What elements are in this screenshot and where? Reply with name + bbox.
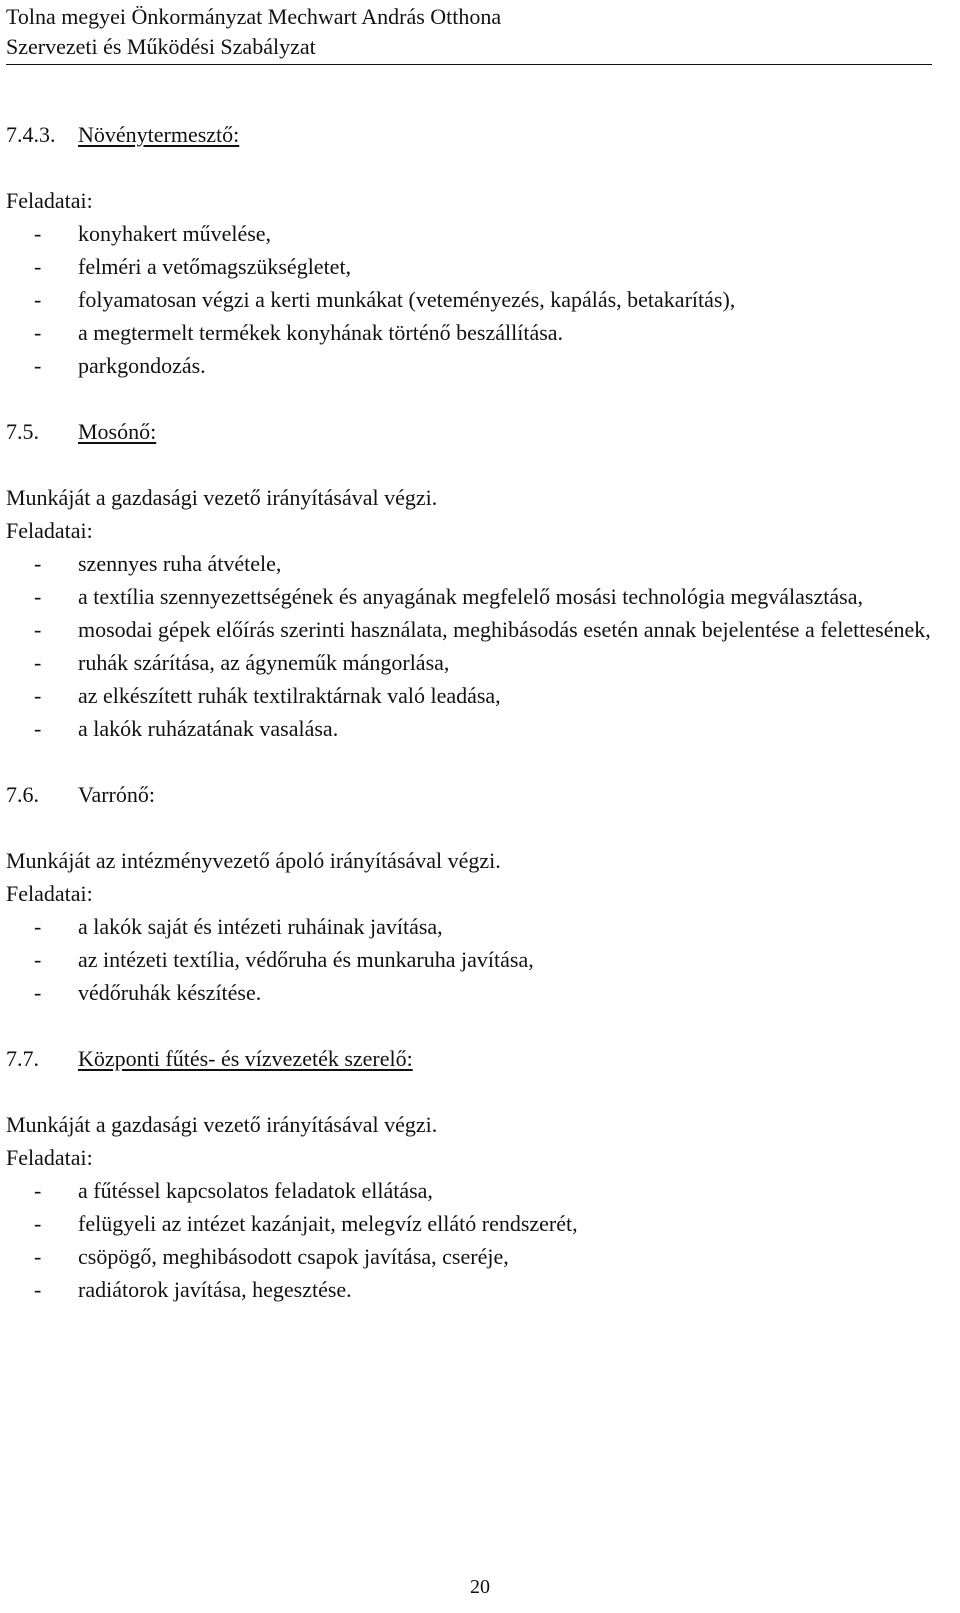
list-item: - szennyes ruha átvétele, (6, 547, 932, 580)
list-item: - a textília szennyezettségének és anyagának megfelelő mosási technológia megválasztása, (6, 580, 932, 613)
section-title: Mosónő: (78, 419, 157, 444)
list-dash: - (34, 1211, 42, 1236)
section-title: Növénytermesztő: (78, 122, 240, 147)
list-item: - a fűtéssel kapcsolatos feladatok ellátása, (6, 1174, 932, 1207)
list-dash: - (34, 254, 42, 279)
list-dash: - (34, 221, 42, 246)
section-heading-7-5 (6, 415, 932, 448)
institution-name: Tolna megyei Önkormányzat Mechwart András Otthona (6, 4, 502, 29)
list-item: - a lakók ruházatának vasalása. (6, 712, 932, 745)
list-item: - az elkészített ruhák textilraktárnak való leadása, (6, 679, 932, 712)
duties-list (6, 547, 932, 745)
section-intro: Munkáját az intézményvezető ápoló irányításával végzi. (6, 848, 501, 873)
list-dash: - (34, 947, 42, 972)
list-dash: - (34, 551, 42, 576)
list-dash: - (34, 1244, 42, 1269)
list-dash: - (34, 716, 42, 741)
list-dash: - (34, 980, 42, 1005)
section-intro: Munkáját a gazdasági vezető irányításával végzi. (6, 485, 438, 510)
list-dash: - (34, 617, 42, 642)
section-heading-7-4-3 (6, 118, 932, 151)
page-header (6, 2, 932, 65)
list-dash: - (34, 1178, 42, 1203)
section-number: 7.4.3. (6, 122, 56, 147)
section-title: Varrónő: (78, 782, 155, 807)
section-title: Központi fűtés- és vízvezeték szerelő: (78, 1046, 413, 1071)
list-item: - csöpögő, meghibásodott csapok javítása, cseréje, (6, 1240, 932, 1273)
section-intro: Munkáját a gazdasági vezető irányításával végzi. (6, 1112, 438, 1137)
list-item: - mosodai gépek előírás szerinti használata, meghibásodás esetén annak bejelentése a felettesének, (6, 613, 932, 646)
document-title: Szervezeti és Működési Szabályzat (6, 32, 932, 65)
list-dash: - (34, 683, 42, 708)
section-number: 7.7. (6, 1046, 39, 1071)
list-item: - védőruhák készítése. (6, 976, 932, 1009)
list-item: - a lakók saját és intézeti ruháinak javítása, (6, 910, 932, 943)
list-item: - felügyeli az intézet kazánjait, melegvíz ellátó rendszerét, (6, 1207, 932, 1240)
duties-label: Feladatai: (6, 188, 93, 213)
duties-list (6, 1174, 932, 1306)
list-dash: - (34, 914, 42, 939)
list-dash: - (34, 353, 42, 378)
duties-list (6, 217, 932, 382)
duties-list (6, 910, 932, 1009)
section-number: 7.6. (6, 782, 39, 807)
document-body (6, 118, 932, 1306)
duties-label: Feladatai: (6, 518, 93, 543)
section-number: 7.5. (6, 419, 39, 444)
list-item: - konyhakert művelése, (6, 217, 932, 250)
list-item: - ruhák szárítása, az ágyneműk mángorlása, (6, 646, 932, 679)
list-item: - az intézeti textília, védőruha és munkaruha javítása, (6, 943, 932, 976)
list-dash: - (34, 1277, 42, 1302)
duties-label: Feladatai: (6, 881, 93, 906)
list-dash: - (34, 650, 42, 675)
list-dash: - (34, 287, 42, 312)
list-item: - felméri a vetőmagszükségletet, (6, 250, 932, 283)
duties-label: Feladatai: (6, 1145, 93, 1170)
section-heading-7-6 (6, 778, 932, 811)
list-dash: - (34, 320, 42, 345)
list-item: - parkgondozás. (6, 349, 932, 382)
list-item: - a megtermelt termékek konyhának történő beszállítása. (6, 316, 932, 349)
list-item: - radiátorok javítása, hegesztése. (6, 1273, 932, 1306)
list-dash: - (34, 584, 42, 609)
list-item: - folyamatosan végzi a kerti munkákat (veteményezés, kapálás, betakarítás), (6, 283, 932, 316)
section-heading-7-7 (6, 1042, 932, 1075)
page-number: 20 (470, 1576, 490, 1598)
